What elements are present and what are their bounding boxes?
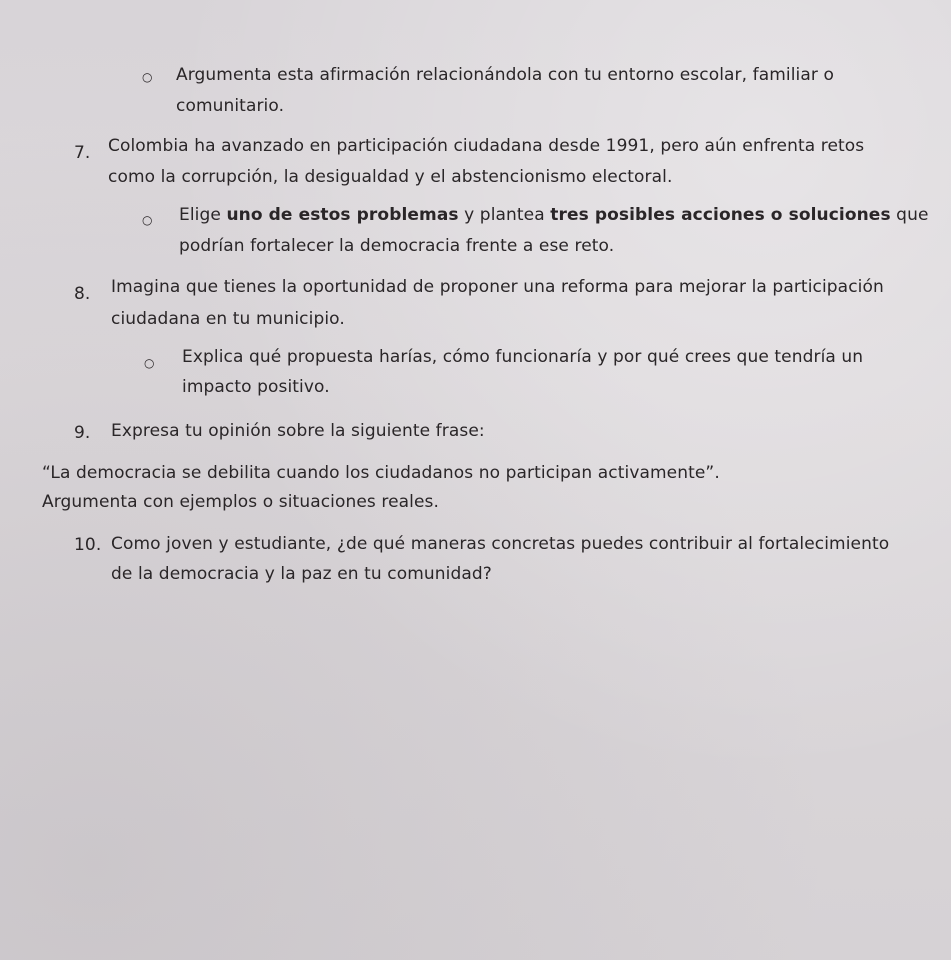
item7-bullet-line1: Elige uno de estos problemas y plantea tres posibles acciones o soluciones que xyxy=(179,205,929,225)
item6-bullet-line2: comunitario. xyxy=(176,96,285,116)
item9-line1: Expresa tu opinión sobre la siguiente frase: xyxy=(111,421,485,441)
item7-bold-problem: uno de estos problemas xyxy=(226,205,459,225)
item7-line1: Colombia ha avanzado en participación ciudadana desde 1991, pero aún enfrenta retos xyxy=(108,136,865,156)
item10-number: 10. xyxy=(74,535,102,555)
item7-bold-actions: tres posibles acciones o soluciones xyxy=(550,205,891,225)
item9-line3: Argumenta con ejemplos o situaciones reales. xyxy=(42,492,440,512)
item10-line2: de la democracia y la paz en tu comunidad? xyxy=(111,564,492,584)
item9-number: 9. xyxy=(74,423,91,443)
item6-bullet-line1: Argumenta esta afirmación relacionándola con tu entorno escolar, familiar o xyxy=(176,65,834,85)
item10-line1: Como joven y estudiante, ¿de qué maneras concretas puedes contribuir al fortalecimiento xyxy=(111,534,890,554)
item8-bullet-line1: Explica qué propuesta harías, cómo funcionaría y por qué crees que tendría un xyxy=(182,347,864,367)
bullet-icon: ○ xyxy=(142,213,153,227)
item8-line1: Imagina que tienes la oportunidad de proponer una reforma para mejorar la participación xyxy=(111,277,884,297)
bullet-icon: ○ xyxy=(144,356,155,370)
item7-bullet-line2: podrían fortalecer la democracia frente a ese reto. xyxy=(179,236,615,256)
item9-quote: “La democracia se debilita cuando los ciudadanos no participan activamente”. xyxy=(42,463,720,483)
bullet-icon: ○ xyxy=(142,70,153,84)
item8-bullet-line2: impacto positivo. xyxy=(182,377,330,397)
item7-number: 7. xyxy=(74,143,91,163)
item8-number: 8. xyxy=(74,284,91,304)
item8-line2: ciudadana en tu municipio. xyxy=(111,309,345,329)
item7-line2: como la corrupción, la desigualdad y el abstencionismo electoral. xyxy=(108,167,673,187)
